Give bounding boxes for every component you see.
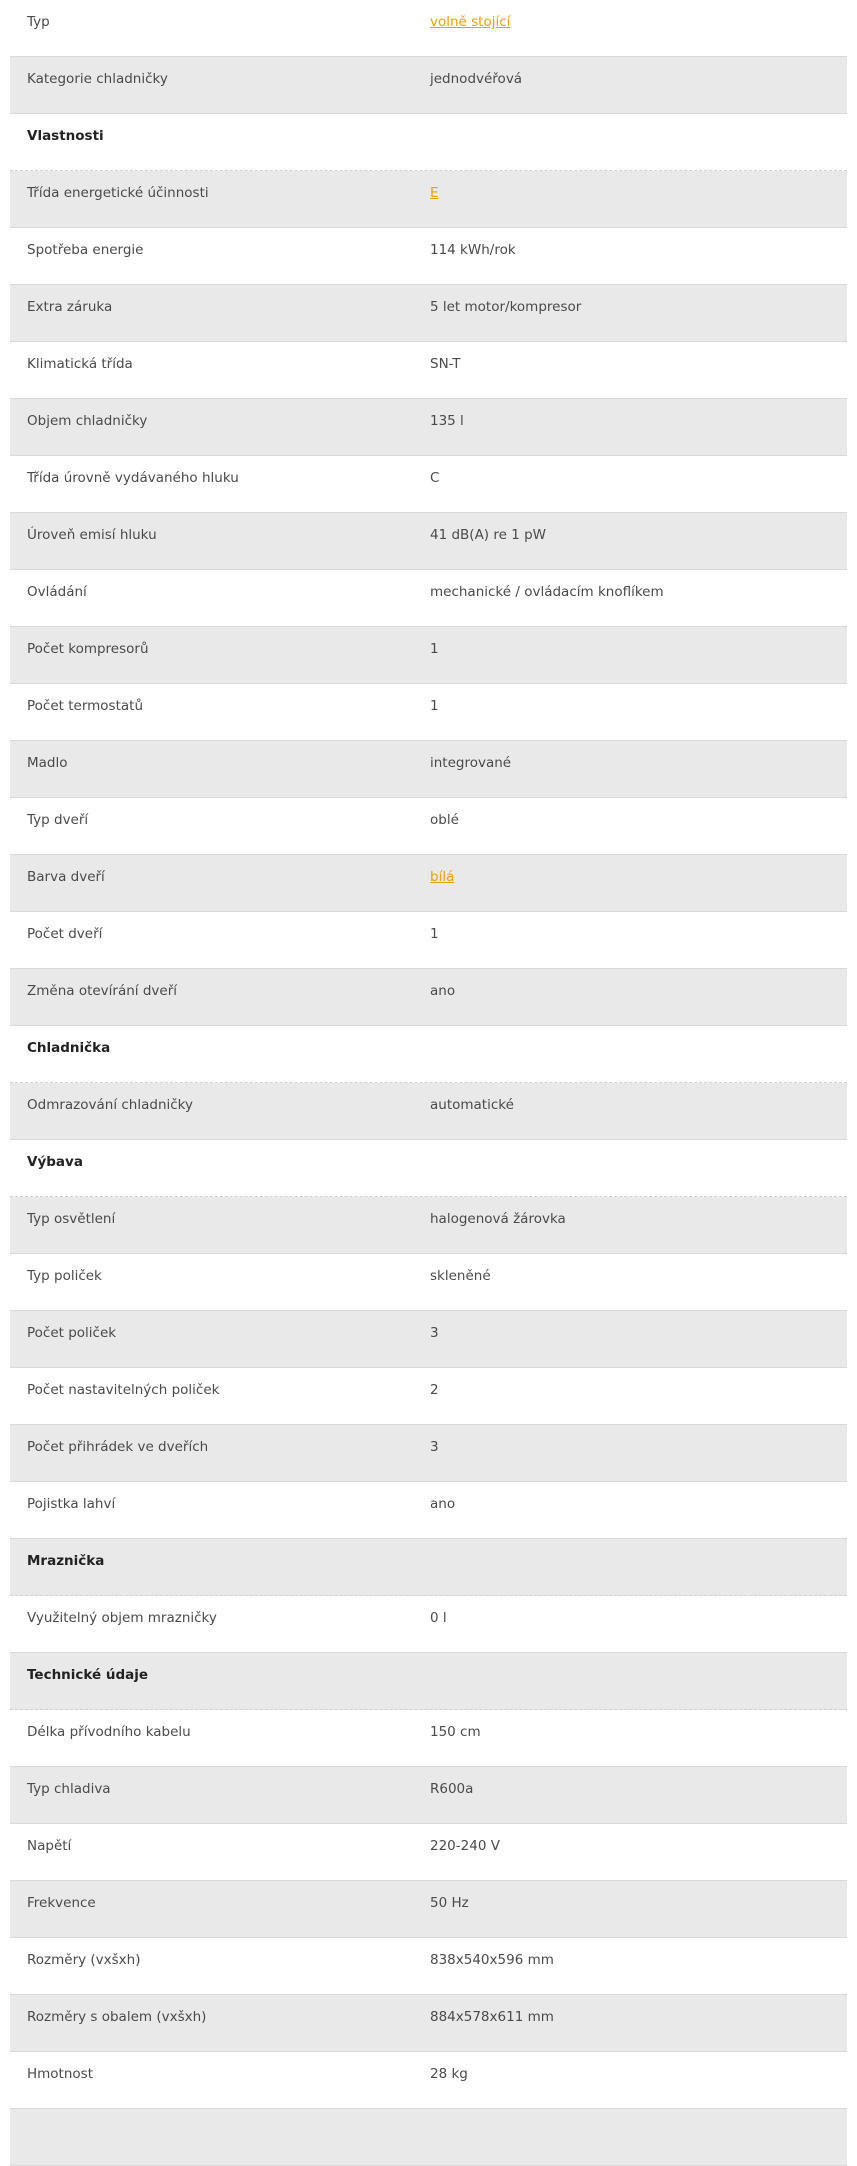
spec-value: 0 l [430, 1610, 447, 1626]
spec-value: SN-T [430, 356, 461, 372]
section-header [10, 1539, 847, 1596]
spec-value: mechanické / ovládacím knoflíkem [430, 584, 664, 600]
spec-label: Spotřeba energie [27, 242, 144, 258]
spec-row [10, 1596, 847, 1653]
spec-value: 135 l [430, 413, 464, 429]
spec-value: 150 cm [430, 1724, 481, 1740]
spec-label: Třída energetické účinnosti [27, 185, 209, 201]
spec-value: integrované [430, 755, 512, 771]
spec-value: 1 [430, 698, 439, 714]
spec-value-link[interactable]: bílá [430, 869, 455, 885]
spec-value-link[interactable]: volně stojící [430, 14, 511, 30]
spec-row [10, 1995, 847, 2052]
spec-label: Pojistka lahví [27, 1496, 116, 1512]
spec-row [10, 969, 847, 1026]
spec-row [10, 627, 847, 684]
spec-row [10, 741, 847, 798]
section-header [10, 114, 847, 171]
section-title: Mraznička [27, 1553, 105, 1569]
spec-row [10, 1311, 847, 1368]
spec-label: Úroveň emisí hluku [27, 527, 157, 543]
spec-label: Frekvence [27, 1895, 96, 1911]
spec-row [10, 2109, 847, 2166]
section-title: Technické údaje [27, 1667, 149, 1683]
spec-label: Hmotnost [27, 2066, 93, 2082]
spec-value: automatické [430, 1097, 514, 1113]
spec-value [430, 171, 439, 216]
spec-label: Typ osvětlení [27, 1211, 116, 1227]
spec-value: C [430, 470, 440, 486]
spec-row [10, 57, 847, 114]
spec-label: Odmrazování chladničky [27, 1097, 194, 1113]
spec-value: oblé [430, 812, 459, 828]
spec-label: Typ poliček [27, 1268, 102, 1284]
spec-value: ano [430, 983, 456, 999]
spec-label: Typ chladiva [27, 1781, 111, 1797]
section-header [10, 1653, 847, 1710]
spec-value: 3 [430, 1439, 439, 1455]
spec-value: 114 kWh/rok [430, 242, 516, 258]
spec-label: Počet nastavitelných poliček [27, 1382, 220, 1398]
spec-label: Počet termostatů [27, 698, 144, 714]
spec-label: Napětí [27, 1838, 72, 1854]
spec-label: Ovládání [27, 584, 87, 600]
specification-table [10, 0, 847, 2166]
spec-value: 2 [430, 1382, 439, 1398]
spec-value: R600a [430, 1781, 474, 1797]
spec-label: Madlo [27, 755, 68, 771]
section-header [10, 1026, 847, 1083]
spec-row [10, 2052, 847, 2109]
spec-row [10, 456, 847, 513]
spec-value: 1 [430, 641, 439, 657]
spec-value: 3 [430, 1325, 439, 1341]
spec-value: 28 kg [430, 2066, 468, 2082]
spec-row [10, 1710, 847, 1767]
spec-row [10, 1425, 847, 1482]
spec-value: halogenová žárovka [430, 1211, 566, 1227]
spec-row [10, 228, 847, 285]
spec-label: Kategorie chladničky [27, 71, 168, 87]
spec-label: Počet přihrádek ve dveřích [27, 1439, 209, 1455]
spec-label: Rozměry (vxšxh) [27, 1952, 141, 1968]
spec-row [10, 0, 847, 57]
spec-value [430, 855, 454, 900]
spec-value: skleněné [430, 1268, 491, 1284]
spec-row [10, 1083, 847, 1140]
spec-row [10, 1824, 847, 1881]
spec-row [10, 1368, 847, 1425]
section-title: Výbava [27, 1154, 83, 1170]
spec-value: 220-240 V [430, 1838, 500, 1854]
spec-row [10, 399, 847, 456]
spec-row [10, 342, 847, 399]
spec-label: Počet dveří [27, 926, 103, 942]
spec-row [10, 1482, 847, 1539]
spec-row [10, 171, 847, 228]
section-title: Vlastnosti [27, 128, 104, 144]
spec-value: 5 let motor/kompresor [430, 299, 582, 315]
spec-label: Změna otevírání dveří [27, 983, 178, 999]
spec-label: Třída úrovně vydávaného hluku [27, 470, 239, 486]
spec-row [10, 1197, 847, 1254]
spec-value: 1 [430, 926, 439, 942]
spec-row [10, 855, 847, 912]
spec-label: Extra záruka [27, 299, 113, 315]
spec-row [10, 1881, 847, 1938]
spec-row [10, 684, 847, 741]
spec-label: Rozměry s obalem (vxšxh) [27, 2009, 207, 2025]
spec-value: 884x578x611 mm [430, 2009, 554, 2025]
spec-row [10, 912, 847, 969]
spec-row [10, 1938, 847, 1995]
spec-label: Typ dveří [27, 812, 89, 828]
spec-label: Počet kompresorů [27, 641, 149, 657]
spec-value [430, 0, 510, 45]
spec-value: jednodvéřová [430, 71, 523, 87]
spec-row [10, 513, 847, 570]
spec-row [10, 285, 847, 342]
spec-row [10, 1767, 847, 1824]
spec-label: Typ [27, 14, 50, 30]
spec-row [10, 798, 847, 855]
spec-label: Délka přívodního kabelu [27, 1724, 191, 1740]
spec-label: Klimatická třída [27, 356, 133, 372]
spec-row [10, 1254, 847, 1311]
section-title: Chladnička [27, 1040, 111, 1056]
spec-value: 41 dB(A) re 1 pW [430, 527, 547, 543]
spec-label: Barva dveří [27, 869, 105, 885]
spec-label: Počet poliček [27, 1325, 117, 1341]
spec-row [10, 570, 847, 627]
spec-value: 838x540x596 mm [430, 1952, 554, 1968]
spec-value: 50 Hz [430, 1895, 469, 1911]
spec-value: ano [430, 1496, 456, 1512]
section-header [10, 1140, 847, 1197]
spec-value-link[interactable]: E [430, 185, 439, 201]
spec-label: Využitelný objem mrazničky [27, 1610, 217, 1626]
spec-label: Objem chladničky [27, 413, 148, 429]
